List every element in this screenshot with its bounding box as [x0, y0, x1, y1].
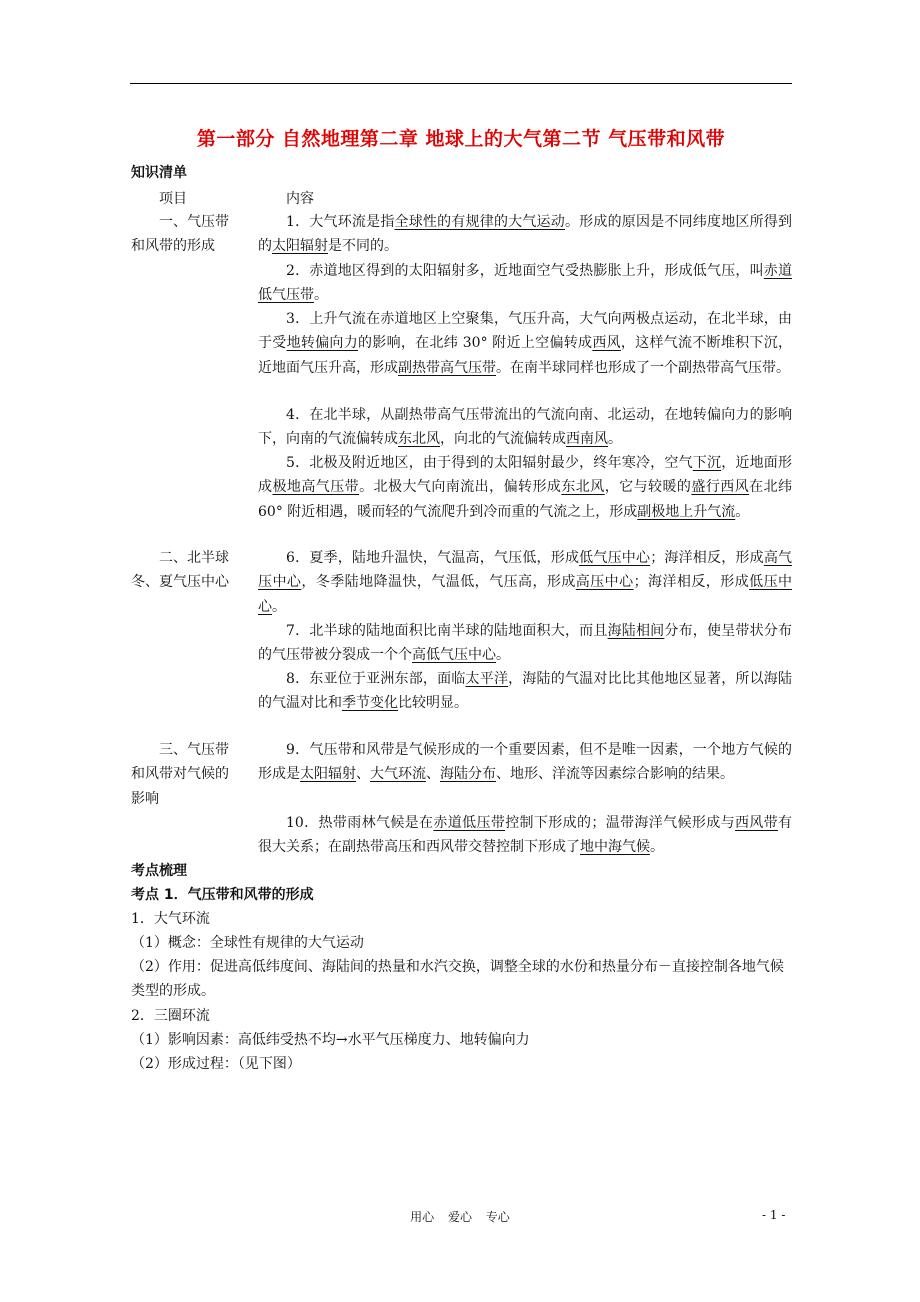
item-5: 5．北极及附近地区，由于得到的太阳辐射最少，终年寒冷，空气下沉，近地面形成极地高气压带。北极大气向南流出，偏转形成东北风，它与较暖的盛行西风在北纬 60° 附近相遇，暖而轻的气流爬升到冷而重的气流之上，形成副极地上升气流。 [258, 455, 793, 520]
section-heading-review: 考点梳理 [131, 863, 187, 879]
item-8: 8．东亚位于亚洲东部，面临太平洋，海陆的气温对比比其他地区显著，所以海陆的气温对比和季节变化比较明显。 [258, 671, 792, 712]
line-1: 1．大气环流 [131, 911, 210, 927]
header-rule [130, 83, 792, 84]
item-1: 1．大气环流是指全球性的有规律的大气运动。形成的原因是不同纬度地区所得到的太阳辐射是不同的。 [258, 214, 793, 255]
page-title: 第一部分 自然地理第二章 地球上的大气第二节 气压带和风带 [196, 128, 726, 150]
topic-1: 一、气压带和风带的形成 [131, 214, 229, 255]
column-header-content: 内容 [286, 191, 314, 207]
column-header-item: 项目 [159, 191, 187, 207]
item-7: 7．北半球的陆地面积比南半球的陆地面积大，而且海陆相间分布，使呈带状分布的气压带被分裂成一个个高低气压中心。 [258, 623, 793, 664]
item-6: 6．夏季，陆地升温快，气温高，气压低，形成低气压中心；海洋相反，形成高气压中心，冬季陆地降温快，气温低，气压高，形成高压中心；海洋相反，形成低压中心。 [258, 550, 793, 615]
topic-3: 三、气压带和风带对气候的影响 [131, 742, 229, 807]
item-4: 4．在北半球，从副热带高气压带流出的气流向南、北运动，在地转偏向力的影响下，向南的气流偏转成东北风，向北的气流偏转成西南风。 [258, 407, 792, 448]
line-3: （2）作用：促进高低纬度间、海陆间的热量和水汽交换，调整全球的水份和热量分布－直接控制各地气候类型的形成。 [131, 959, 784, 1000]
line-6: （2）形成过程：（见下图） [131, 1056, 301, 1072]
line-2: （1）概念：全球性有规律的大气运动 [131, 935, 364, 951]
line-4: 2．三圈环流 [131, 1008, 210, 1024]
topic-2: 二、北半球冬、夏气压中心 [131, 550, 229, 591]
footer-motto: 用心 爱心 专心 [410, 1210, 510, 1224]
item-9: 9．气压带和风带是气候形成的一个重要因素，但不是唯一因素，一个地方气候的形成是太阳辐射、大气环流、海陆分布、地形、洋流等因素综合影响的结果。 [258, 742, 792, 783]
item-10: 10．热带雨林气候是在赤道低压带控制下形成的；温带海洋气候形成与西风带有很大关系；在副热带高压和西风带交替控制下形成了地中海气候。 [258, 815, 793, 856]
kaodian-1-heading: 考点 1．气压带和风带的形成 [131, 887, 314, 903]
section-heading-knowledge: 知识清单 [131, 165, 187, 181]
line-5: （1）影响因素：高低纬受热不均→水平气压梯度力、地转偏向力 [131, 1032, 530, 1048]
item-3: 3．上升气流在赤道地区上空聚集，气压升高，大气向两极点运动，在北半球，由于受地转偏向力的影响，在北纬 30° 附近上空偏转成西风，这样气流不断堆积下沉，近地面气压升高，形成副热带高气压带。在南半球同样也形成了一个副热带高气压带。 [258, 311, 793, 376]
item-2: 2．赤道地区得到的太阳辐射多，近地面空气受热膨胀上升，形成低气压，叫赤道低气压带。 [258, 263, 792, 304]
page-number: - 1 - [762, 1208, 786, 1222]
